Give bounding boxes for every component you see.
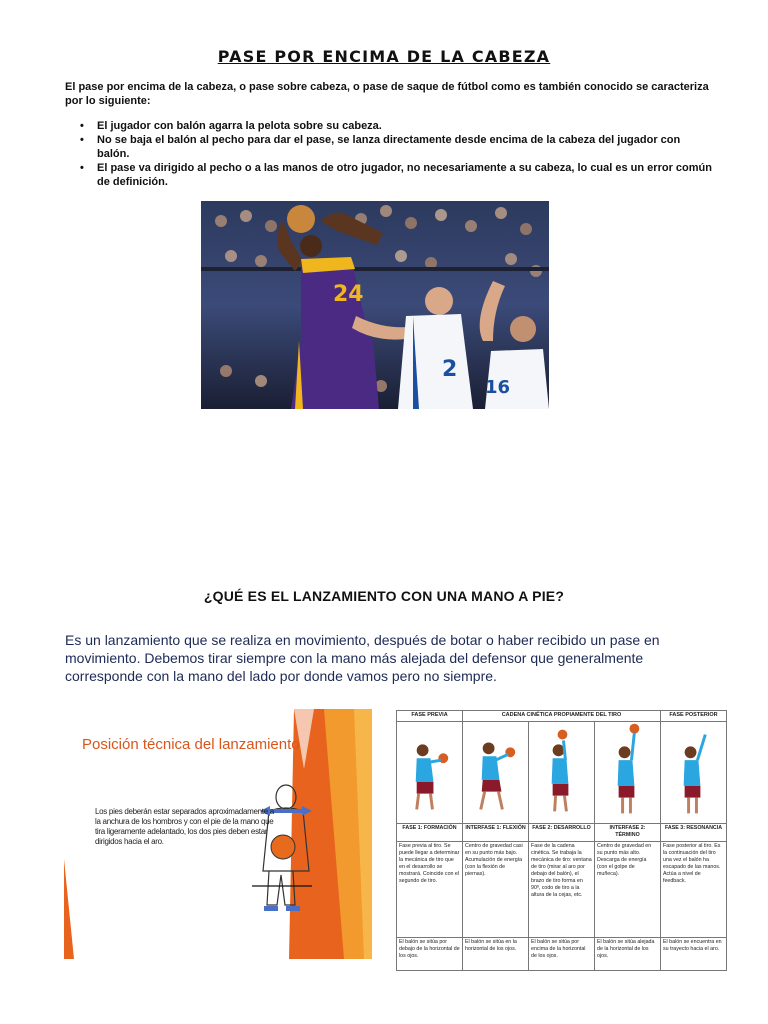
table-header-chain: CADENA CINÉTICA PROPIAMENTE DEL TIRO — [463, 711, 661, 722]
ball-position: El balón se sitúa alejada de la horizontal de los ojos. — [595, 938, 661, 971]
slide-title: Posición técnica del lanzamiento — [82, 736, 300, 753]
list-item: • El jugador con balón agarra la pelota sobre su cabeza. — [65, 119, 715, 133]
ball-position: El balón se sitúa por debajo de la horizontal de los ojos. — [397, 938, 463, 971]
phase-figure-2 — [463, 722, 529, 824]
section1-title: PASE POR ENCIMA DE LA CABEZA — [217, 47, 551, 66]
phase-name: INTERFASE 1: FLEXIÓN — [463, 824, 529, 842]
phase-name: INTERFASE 2: TÉRMINO — [595, 824, 661, 842]
table-header-post: FASE POSTERIOR — [661, 711, 727, 722]
shooter-figure — [397, 722, 462, 820]
phase-figure-4 — [595, 722, 661, 824]
ball-position: El balón se encuentra en su trayecto hacia el aro. — [661, 938, 727, 971]
slide-text: Los pies deberán estar separados aproximadamente a la anchura de los hombros y con el pie de la mano que tira ligeramente adelantado, los dos pies deben estar dirigidos hacia el aro. — [95, 807, 274, 846]
basketball-photo — [201, 201, 549, 409]
player2-number: 2 — [442, 357, 458, 382]
phase-description: Fase previa al tiro. Se puede llegar a determinar la mecánica de tiro que en el desarrollo se mostrará. Coincide con el segundo de tiro. — [397, 842, 463, 938]
phase-description: Centro de gravedad casi en su punto más bajo. Acumulación de energía (con la flexión de piernas). — [463, 842, 529, 938]
technique-slide — [64, 709, 372, 959]
shooter-figure — [595, 722, 660, 820]
phase-figure-3 — [529, 722, 595, 824]
phase-description: Fase posterior al tiro. Es la continuación del tiro una vez el balón ha escapado de las manos. Actúa a nivel de feedback. — [661, 842, 727, 938]
player3-number: 16 — [485, 377, 511, 398]
player1-number: 24 — [333, 282, 364, 307]
shooter-figure — [463, 722, 528, 820]
phase-description: Fase de la cadena cinética. Se trabaja la mecánica de tiro: ventana de tiro (mirar al aro por debajo del balón), el brazo de tiro forma en 90º, codo de tiro a la altura de la cejas, etc. — [529, 842, 595, 938]
phase-name: FASE 3: RESONANCIA — [661, 824, 727, 842]
shooting-phases-table — [396, 710, 727, 963]
ball-position: El balón se sitúa en la horizontal de los ojos. — [463, 938, 529, 971]
shooter-figure — [529, 722, 594, 820]
ball-position: El balón se sitúa por encima de la horizontal de los ojos. — [529, 938, 595, 971]
list-item: • El pase va dirigido al pecho o a las manos de otro jugador, no necesariamente a su cabeza, lo cual es un error común de definición. — [65, 161, 715, 189]
list-item: • No se baja el balón al pecho para dar el pase, se lanza directamente desde encima de la cabeza del jugador con balón. — [65, 133, 715, 161]
shooter-figure — [661, 722, 726, 820]
phase-figure-5 — [661, 722, 727, 824]
section2-paragraph: Es un lanzamiento que se realiza en movimiento, después de botar o haber recibido un pase en movimiento. Debemos tirar siempre con la mano más alejada del defensor que generalmente corresponde con la mano del lado por donde vamos pero no siempre. — [65, 632, 660, 684]
section2-title: ¿QUÉ ES EL LANZAMIENTO CON UNA MANO A PIE? — [203, 588, 565, 604]
bullet-list — [65, 119, 715, 189]
phase-name: FASE 2: DESARROLLO — [529, 824, 595, 842]
section1-intro: El pase por encima de la cabeza, o pase sobre cabeza, o pase de saque de fútbol como es también conocido se caracteriza por lo siguiente: — [65, 81, 709, 107]
phase-figure-1 — [397, 722, 463, 824]
phase-name: FASE 1: FORMACIÓN — [397, 824, 463, 842]
phase-description: Centro de gravedad en su punto más alto. Descarga de energía (con el golpe de muñeca). — [595, 842, 661, 938]
table-header-pre: FASE PREVIA — [397, 711, 463, 722]
